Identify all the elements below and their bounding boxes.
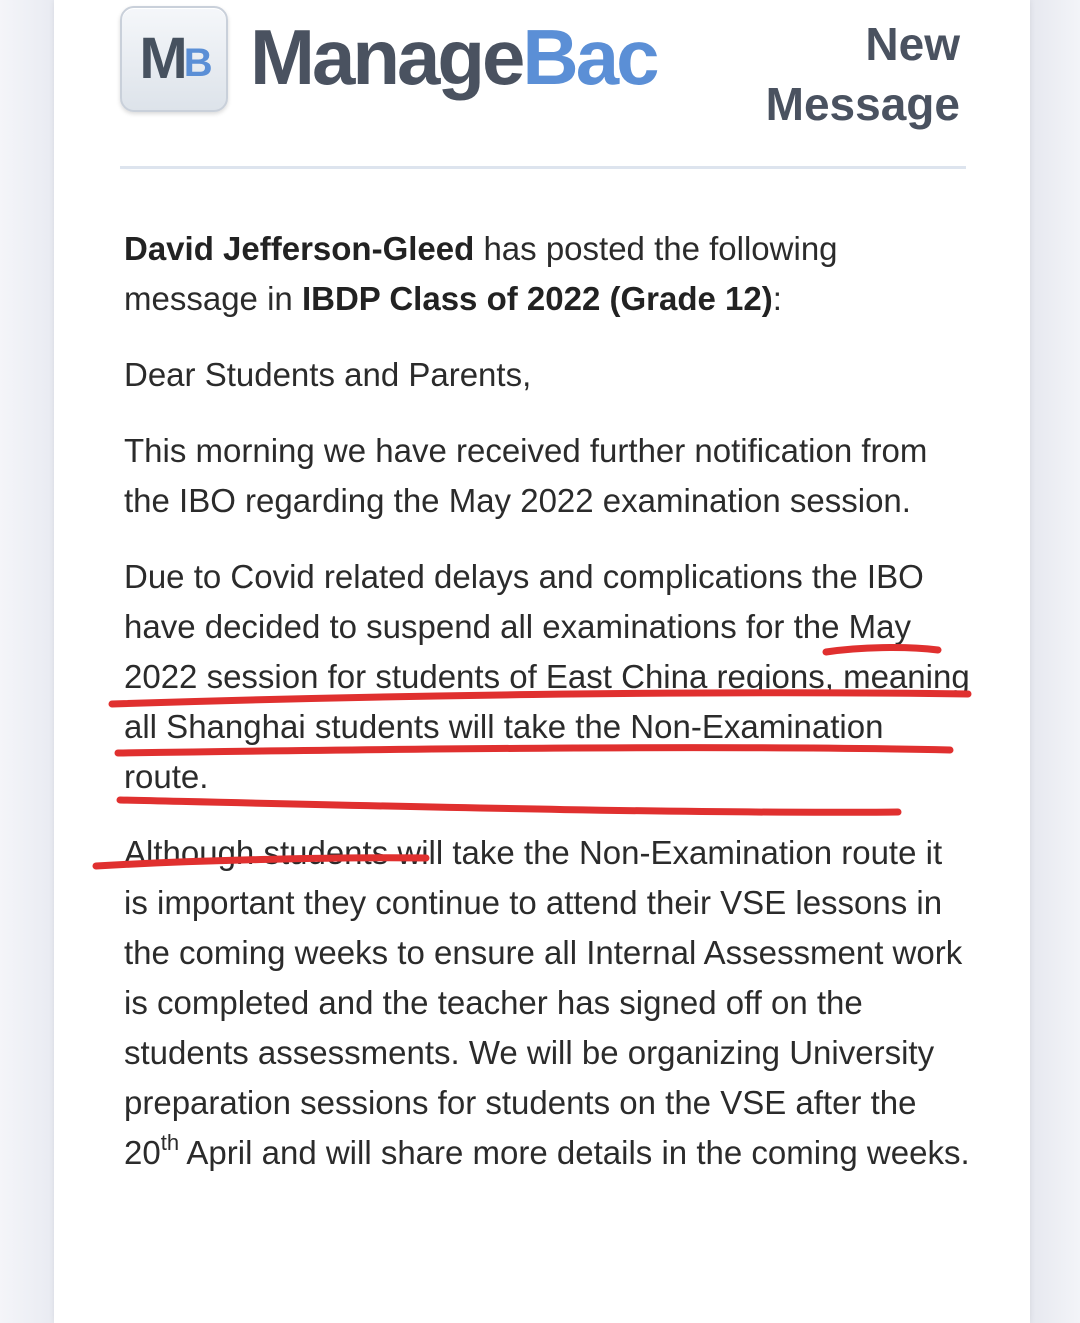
vse-text: Although students will take the Non-Examination route it is important they continue to attend their VSE lessons in the coming weeks to ensure all Internal Assessment work is completed and the teacher has signed off on the students assessments. We will be organizing University preparation sessions for students on the VSE after the 20: [124, 834, 963, 1171]
brand-manage: Manage: [250, 13, 523, 101]
header-divider: [120, 166, 966, 169]
paragraph-vse: [124, 828, 974, 1178]
intro-paragraph: [124, 224, 974, 324]
brand-bac: Bac: [522, 13, 657, 101]
author-name: David Jefferson-Gleed: [124, 230, 475, 267]
managebac-logo-icon: [120, 6, 228, 112]
paragraph-notification: This morning we have received further notification from the IBO regarding the May 2022 examination session.: [124, 432, 928, 519]
brand-wordmark: [250, 13, 657, 101]
title-line-message: Message: [765, 78, 960, 130]
email-title: [720, 14, 960, 134]
posted-text: has posted the following message in: [124, 230, 838, 317]
logo-mark: MB: [139, 26, 209, 91]
colon: :: [772, 280, 782, 317]
class-name: IBDP Class of 2022 (Grade 12): [301, 280, 773, 317]
left-margin: [0, 0, 54, 1323]
message-body: [124, 224, 974, 1204]
right-margin: [1030, 0, 1080, 1323]
title-line-new: New: [865, 18, 960, 70]
vse-text-end: April and will share more details in the coming weeks.: [179, 1134, 970, 1171]
greeting: Dear Students and Parents,: [124, 356, 532, 393]
ordinal-suffix: th: [160, 1130, 180, 1155]
paragraph-suspension: Due to Covid related delays and complications the IBO have decided to suspend all examinations for the May 2022 session for students of East China regions, meaning all Shanghai students will take the Non-Examination route.: [124, 558, 970, 795]
